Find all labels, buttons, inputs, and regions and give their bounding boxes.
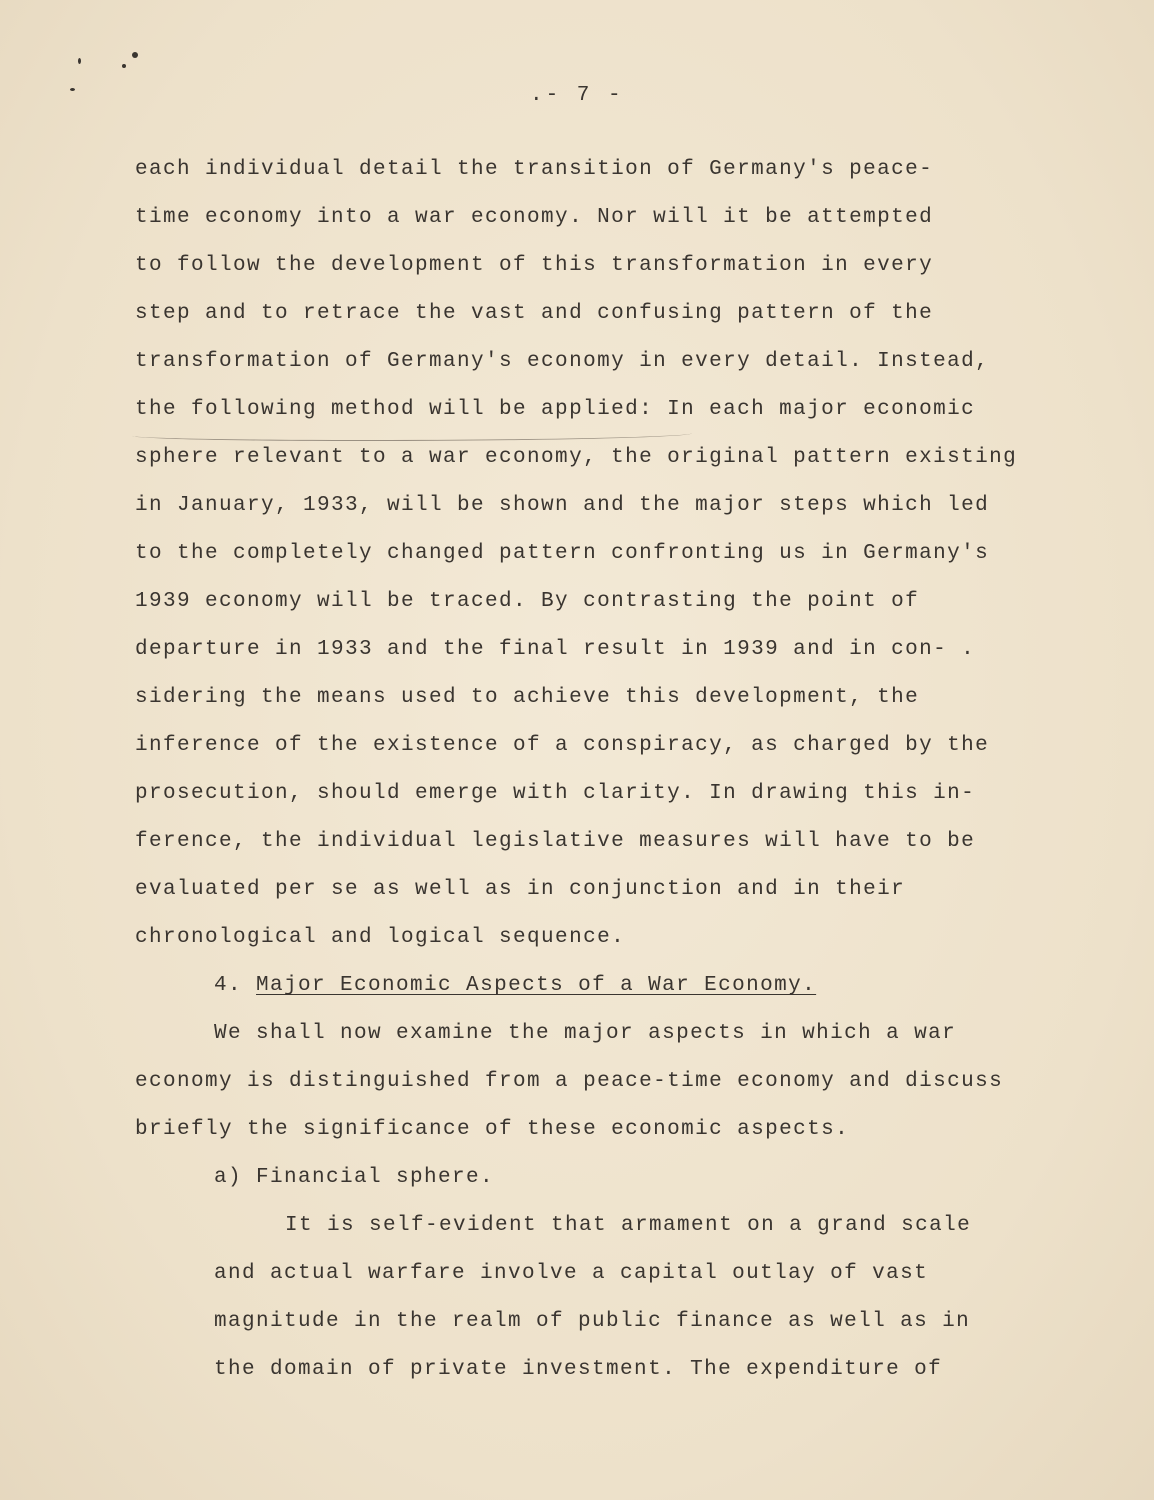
body-line: It is self-evident that armament on a grand scale [285,1214,972,1237]
body-line: 1939 economy will be traced. By contrasting the point of [135,590,920,613]
ink-spot [78,58,81,64]
body-line: and actual warfare involve a capital outlay of vast [214,1262,929,1285]
body-line: time economy into a war economy. Nor will it be attempted [135,206,934,229]
body-line: ference, the individual legislative measures will have to be [135,830,976,853]
body-line: the following method will be applied: In each major economic [135,398,976,421]
body-line: departure in 1933 and the final result in 1939 and in con- . [135,638,976,661]
body-line: We shall now examine the major aspects in which a war [214,1022,957,1045]
ink-spot [132,52,138,58]
body-line: to the completely changed pattern confronting us in Germany's [135,542,990,565]
section-heading [214,972,816,1000]
body-line: each individual detail the transition of Germany's peace- [135,158,934,181]
section-heading-title: Major Economic Aspects of a War Economy. [256,974,817,997]
body-line: magnitude in the realm of public finance as well as in [214,1310,971,1333]
body-line: the domain of private investment. The expenditure of [214,1358,943,1381]
body-line: prosecution, should emerge with clarity. In drawing this in- [135,782,976,805]
ink-spot [70,88,75,91]
ink-spot [122,64,126,68]
body-line: chronological and logical sequence. [135,926,626,949]
body-line: economy is distinguished from a peace-time economy and discuss [135,1070,1004,1093]
body-line: sidering the means used to achieve this development, the [135,686,920,709]
body-line: step and to retrace the vast and confusing pattern of the [135,302,934,325]
pencil-underline [132,428,692,441]
body-line: transformation of Germany's economy in every detail. Instead, [135,350,990,373]
body-line: inference of the existence of a conspiracy, as charged by the [135,734,990,757]
body-line: briefly the significance of these economic aspects. [135,1118,850,1141]
body-line: in January, 1933, will be shown and the major steps which led [135,494,990,517]
body-line: to follow the development of this transformation in every [135,254,934,277]
body-line: sphere relevant to a war economy, the original pattern existing [135,446,1018,469]
subsection-heading: a) Financial sphere. [214,1166,495,1189]
section-heading-number: 4. [214,974,243,997]
page-number: .- 7 - [530,84,624,107]
body-line: evaluated per se as well as in conjunction and in their [135,878,906,901]
